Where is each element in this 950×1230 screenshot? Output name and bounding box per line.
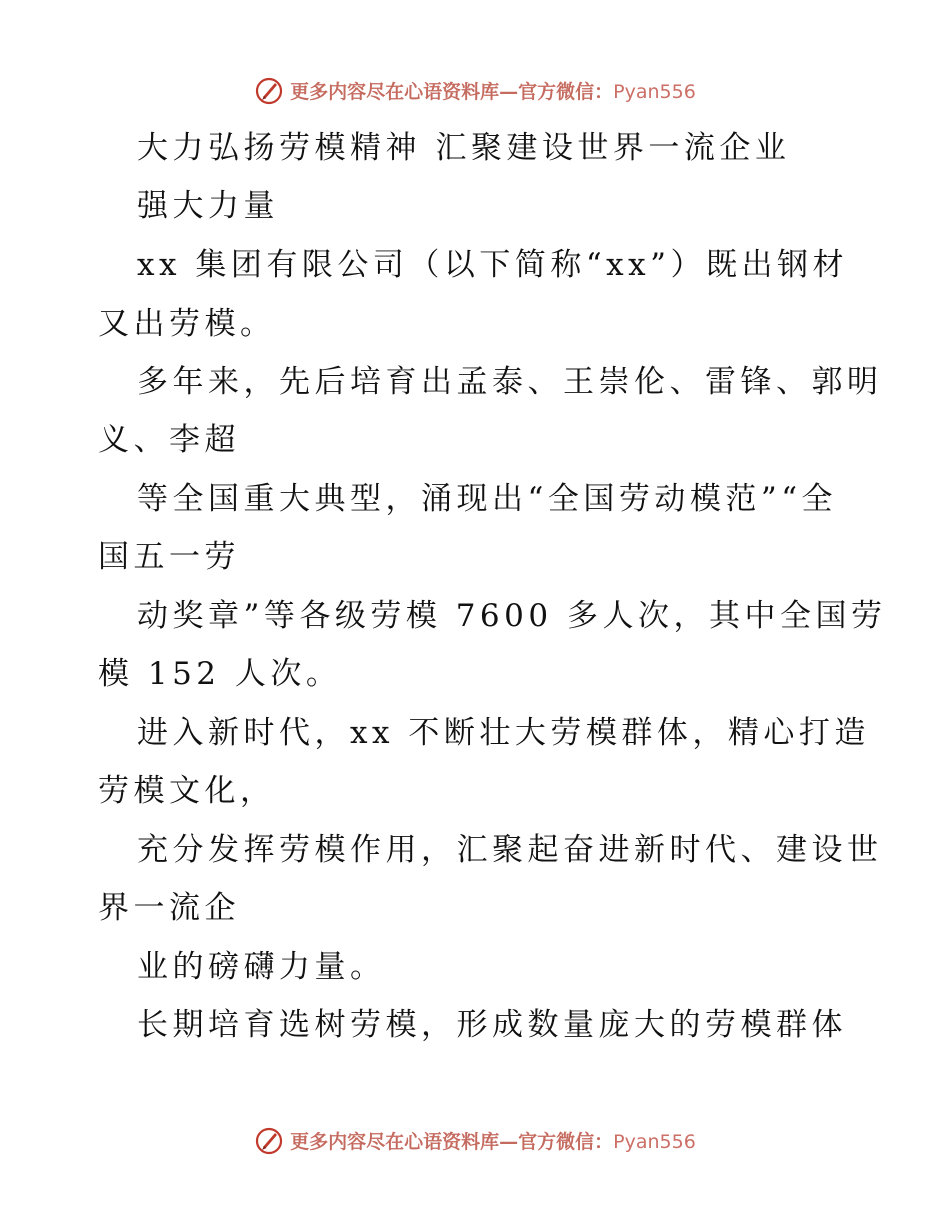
doc-line: 长期培育选树劳模，形成数量庞大的劳模群体 <box>137 1007 847 1043</box>
doc-line: 劳模文化， <box>98 773 276 809</box>
doc-line: 义、李超 <box>98 422 240 458</box>
doc-line-title-1: 大力弘扬劳模精神 汇聚建设世界一流企业 <box>137 130 791 166</box>
doc-line: 国五一劳 <box>98 539 240 575</box>
header-watermark <box>0 70 950 110</box>
watermark-text: 更多内容尽在心语资料库—官方微信：Pyan556 <box>290 1130 696 1153</box>
quill-pen-logo-icon <box>254 75 284 105</box>
doc-line: 业的磅礴力量。 <box>137 949 386 985</box>
doc-line: 充分发挥劳模作用，汇聚起奋进新时代、建设世 <box>137 832 883 868</box>
watermark-account: Pyan556 <box>613 1130 696 1153</box>
doc-line-title-2: 强大力量 <box>137 188 279 224</box>
doc-line: 进入新时代，xx 不断壮大劳模群体，精心打造 <box>137 715 870 751</box>
doc-line: xx 集团有限公司（以下简称“xx”）既出钢材 <box>137 247 848 283</box>
quill-pen-logo-icon <box>254 1125 284 1155</box>
doc-line: 等全国重大典型，涌现出“全国劳动模范”“全 <box>137 481 838 517</box>
footer-watermark <box>0 1120 950 1160</box>
doc-line: 又出劳模。 <box>98 306 276 342</box>
watermark-account: Pyan556 <box>613 80 696 103</box>
doc-line: 多年来，先后培育出孟泰、王崇伦、雷锋、郭明 <box>137 364 883 400</box>
doc-line: 动奖章”等各级劳模 7600 多人次，其中全国劳 <box>137 598 887 634</box>
doc-line: 模 152 人次。 <box>98 656 342 692</box>
doc-line: 界一流企 <box>98 890 240 926</box>
watermark-text: 更多内容尽在心语资料库—官方微信：Pyan556 <box>290 80 696 103</box>
